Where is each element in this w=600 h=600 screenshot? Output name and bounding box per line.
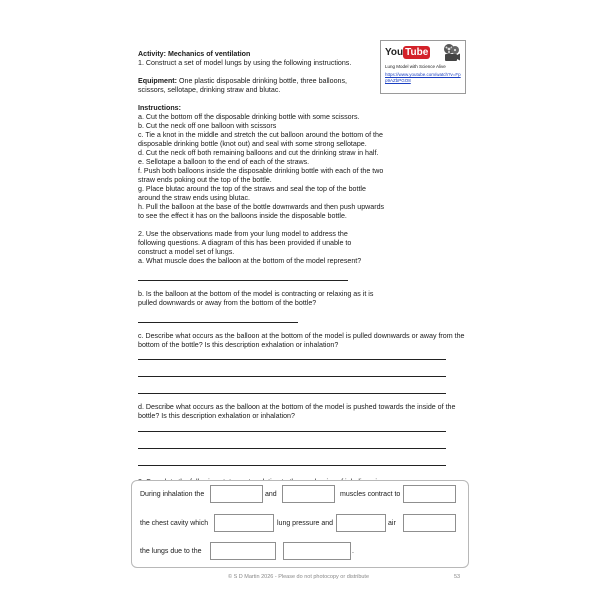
blank-6[interactable] [403,514,456,532]
fill-text-row1-b: and [265,491,277,498]
youtube-link[interactable]: https://www.youtube.com/watch?v=Fpp9AZbPGO8 [385,72,461,83]
fill-in-box [131,480,469,568]
fill-text-row3-a: the lungs due to the [140,548,202,555]
question-2b: b. Is the balloon at the bottom of the model is contracting or relaxing as it is pulled downwards or away from the bottom of the bottle? [138,290,374,307]
answer-line-2d-1[interactable] [138,431,446,432]
instruction-step: g. Place blutac around the top of the straws and seal the top of the bottle around the straw ends using blutac. [138,185,366,202]
youtube-caption: Lung Model with Science Alive [385,64,446,69]
blank-3[interactable] [403,485,456,503]
blank-5[interactable] [336,514,386,532]
equipment-paragraph [138,77,376,95]
question-2c: c. Describe what occurs as the balloon at the bottom of the model is pulled downwards or away from the bottom of the bottle? Is this description exhalation or inhalation? [138,332,465,349]
instruction-step: f. Push both balloons inside the disposable drinking bottle with each of the two straw ends poking out the top of the bottle. [138,167,384,184]
equipment-label: Equipment: [138,77,178,85]
equipment-text: One plastic disposable drinking bottle, three balloons, scissors, sellotape, drinking straw and blutac. [138,77,347,94]
worksheet-content [138,50,468,487]
fill-text-row2-b: lung pressure and [277,520,334,527]
fill-text-row2-c: air [388,520,396,527]
blank-8[interactable] [283,542,351,560]
question-2a: a. What muscle does the balloon at the bottom of the model represent? [138,257,362,265]
fill-text-row1-a: During inhalation the [140,491,205,498]
question-2d: d. Describe what occurs as the balloon at the bottom of the model is pushed towards the inside of the bottle? Is this description exhalation or inhalation? [138,403,456,420]
blank-4[interactable] [214,514,274,532]
instruction-step: c. Tie a knot in the middle and stretch the cut balloon around the bottom of the disposable drinking bottle (knot out) and seal with some strong sellotape. [138,131,383,148]
instructions-heading: Instructions: [138,104,181,112]
fill-text-row2-a: the chest cavity which [140,520,209,527]
activity-title: Activity: Mechanics of ventilation [138,50,251,58]
blank-2[interactable] [282,485,335,503]
answer-line-2c-2[interactable] [138,376,446,377]
blank-7[interactable] [210,542,276,560]
youtube-logo-tube: Tube [405,47,429,58]
instruction-step: a. Cut the bottom off the disposable drinking bottle with some scissors. [138,113,360,121]
answer-line-2d-2[interactable] [138,448,446,449]
fill-text-row3-b: . [352,548,354,555]
blank-1[interactable] [210,485,263,503]
instruction-step: e. Sellotape a balloon to the end of each of the straws. [138,158,310,166]
instruction-step: d. Cut the neck off both remaining balloons and cut the drinking straw in half. [138,149,379,157]
footer-copyright: © S D Martin 2026 - Please do not photocopy or distribute [228,574,370,580]
instruction-step: h. Pull the balloon at the base of the bottle downwards and then push upwards to see the effect it has on the balloons inside the disposable bottle. [138,203,385,220]
fill-text-row1-c: muscles contract to [340,491,401,498]
question-2-intro: 2. Use the observations made from your lung model to address the following questions. A diagram of this has been provided if unable to construct a model set of lungs. [138,230,352,256]
footer-page-number: 53 [454,574,461,580]
instruction-step: b. Cut the neck off one balloon with scissors [138,122,277,130]
youtube-logo-you: You [385,47,404,58]
instruction-1: 1. Construct a set of model lungs by using the following instructions. [138,59,352,67]
answer-line-2c-1[interactable] [138,359,446,360]
